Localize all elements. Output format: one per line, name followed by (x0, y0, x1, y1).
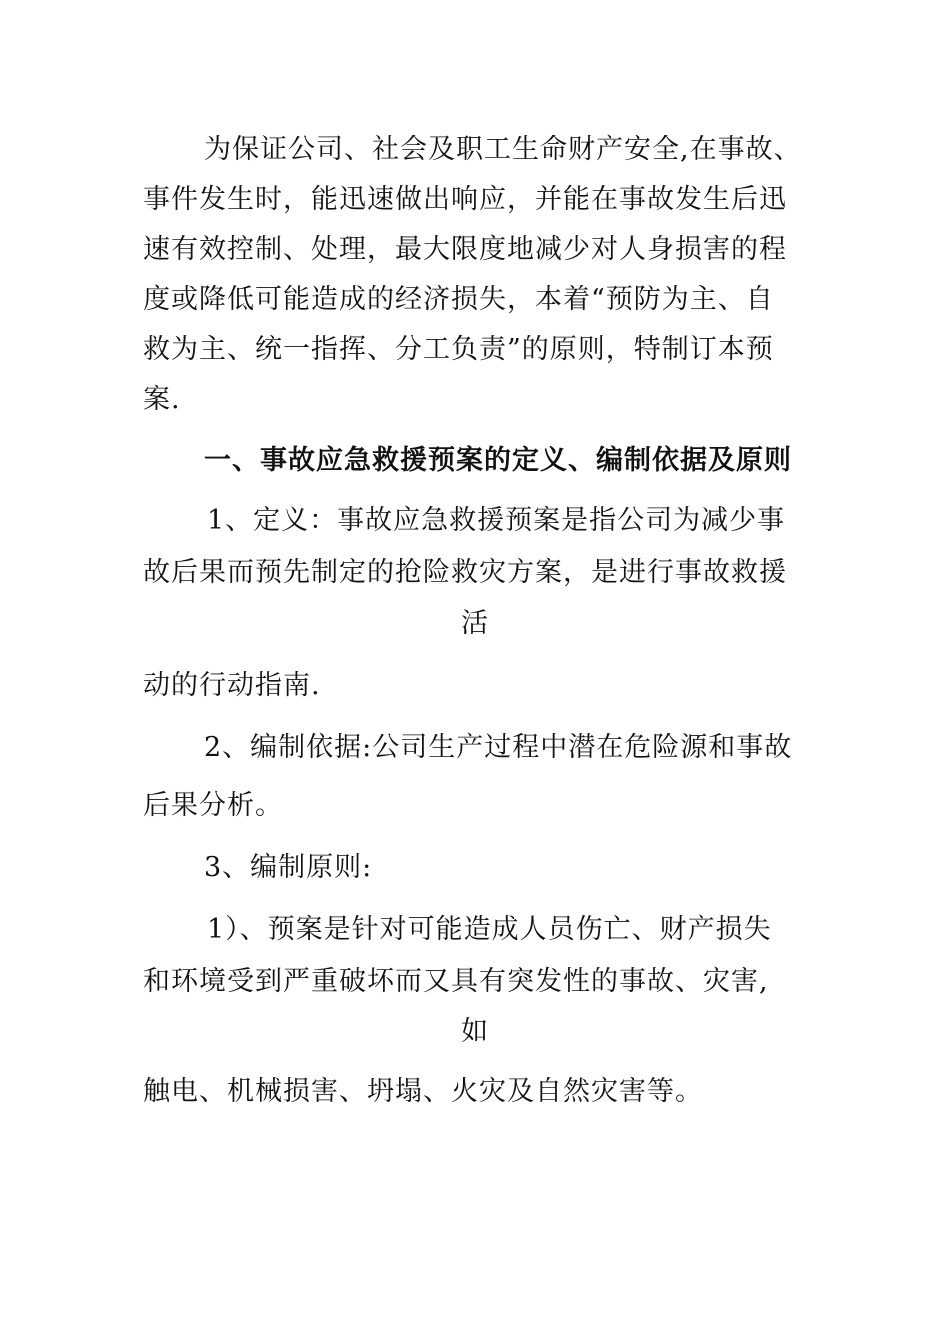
intro-line-1: 为保证公司、社会及职工生命财产安全,在事故、 (204, 134, 802, 165)
principle1-line-2: 和环境受到严重破坏而又具有突发性的事故、灾害, (143, 966, 769, 997)
basis-line-1: 2、编制依据:公司生产过程中潜在危险源和事故 (204, 732, 793, 763)
intro-line-5: 救为主、统一指挥、分工负责”的原则，特制订本预 (143, 334, 774, 365)
definition-line-1: 1、定义：事故应急救援预案是指公司为减少事 (207, 505, 786, 536)
principle-title: 3、编制原则: (204, 852, 373, 883)
principle1-line-1: 1）、预案是针对可能造成人员伤亡、财产损失 (207, 914, 772, 945)
definition-line-2: 故后果而预先制定的抢险救灾方案，是进行事故救援 (143, 557, 787, 588)
section-heading: 一、事故应急救援预案的定义、编制依据及原则 (204, 445, 792, 476)
intro-line-6: 案. (143, 384, 181, 415)
intro-line-3: 速有效控制、处理，最大限度地减少对人身损害的程 (143, 234, 787, 265)
definition-line-3: 活 (461, 608, 489, 639)
basis-line-2: 后果分析。 (143, 790, 283, 821)
principle1-line-4: 触电、机械损害、坍塌、火灾及自然灾害等。 (143, 1076, 703, 1107)
intro-line-4: 度或降低可能造成的经济损失，本着“预防为主、自 (143, 284, 774, 315)
intro-line-2: 事件发生时，能迅速做出响应，并能在事故发生后迅 (143, 184, 787, 215)
definition-line-4: 动的行动指南. (143, 670, 321, 701)
principle1-line-3: 如 (461, 1016, 489, 1047)
